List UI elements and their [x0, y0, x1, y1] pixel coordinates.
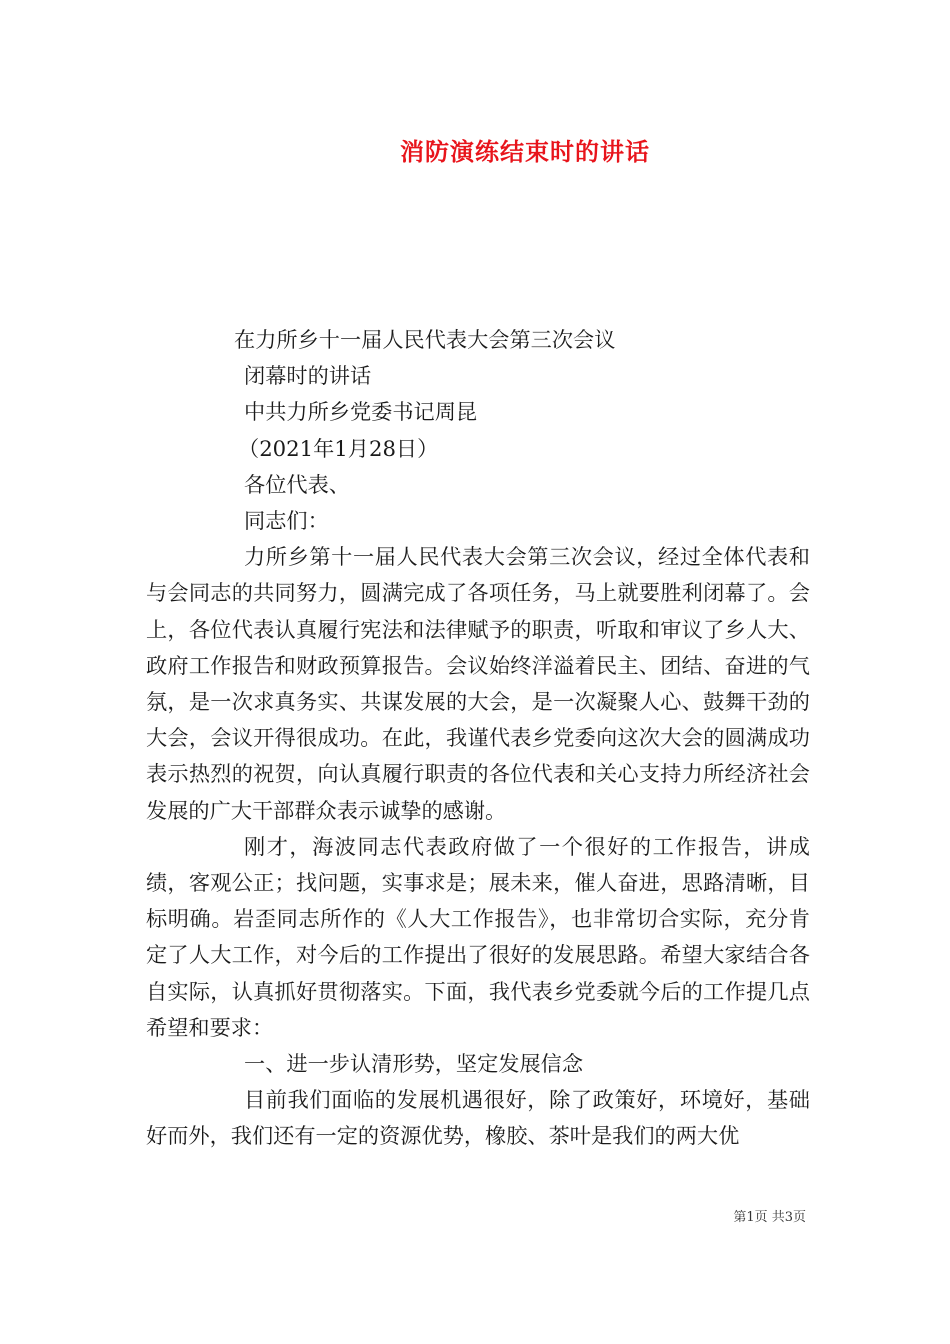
paragraph-3: 目前我们面临的发展机遇很好，除了政策好，环境好，基础好而外，我们还有一定的资源优势，橡胶、茶叶是我们的两大优 — [146, 1087, 810, 1149]
header-line-subtitle: 闭幕时的讲话 — [244, 363, 372, 389]
header-line-speaker: 中共力所乡党委书记周昆 — [244, 399, 478, 425]
header-line-date: （2021年1月28日） — [238, 435, 439, 461]
document-title: 消防演练结束时的讲话 — [400, 137, 650, 166]
salutation-line-2: 同志们： — [244, 508, 329, 534]
page-number-footer: 第1页 共3页 — [733, 1210, 806, 1225]
document-body — [146, 322, 810, 1155]
paragraph-2: 刚才，海波同志代表政府做了一个很好的工作报告，讲成绩，客观公正；找问题，实事求是；展未来，催人奋进，思路清晰，目标明确。岩歪同志所作的《人大工作报告》，也非常切合实际，充分肯定了人大工作，对今后的工作提出了很好的发展思路。希望大家结合各自实际，认真抓好贯彻落实。下面，我代表乡党委就今后的工作提几点希望和要求： — [146, 833, 810, 1040]
section-heading-1: 一、进一步认清形势，坚定发展信念 — [244, 1051, 584, 1077]
header-line-venue: 在力所乡十一届人民代表大会第三次会议 — [234, 327, 616, 352]
paragraph-1: 力所乡第十一届人民代表大会第三次会议，经过全体代表和与会同志的共同努力，圆满完成了各项任务，马上就要胜利闭幕了。会上，各位代表认真履行宪法和法律赋予的职责，听取和审议了乡人大、政府工作报告和财政预算报告。会议始终洋溢着民主、团结、奋进的气氛，是一次求真务实、共谋发展的大会，是一次凝聚人心、鼓舞干劲的大会，会议开得很成功。在此，我谨代表乡党委向这次大会的圆满成功表示热烈的祝贺，向认真履行职责的各位代表和关心支持力所经济社会发展的广大干部群众表示诚挚的感谢。 — [146, 544, 810, 823]
salutation-line-1: 各位代表、 — [244, 471, 350, 497]
